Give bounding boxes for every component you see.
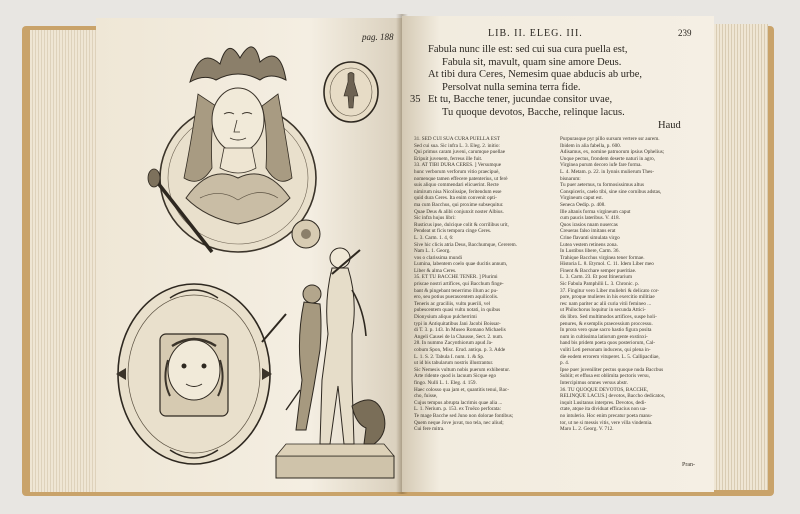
note-line: Quae Deus & alibi conjunxit noster Albius.	[414, 208, 504, 215]
note-line: Sic infra hujus libri:	[414, 215, 456, 222]
note-line: ero, seu potius puerascentem aquilicolis.	[414, 294, 499, 301]
note-line: In prora vero quae sacro hastio figura posita	[560, 327, 652, 334]
note-line: Virginea purum decoro iufe fare forma.	[560, 162, 642, 169]
commentary-column-left	[414, 136, 550, 433]
note-line: In Lustibus libere, Carm. 36.	[560, 248, 620, 255]
note-line: Creueras falso imitans erat	[560, 228, 616, 235]
note-line: die eodem errorem vituperet. L. 5. Callipacdiae,	[560, 353, 660, 360]
note-line: Dionysium aliquo pulcherrimi	[414, 314, 477, 321]
right-page-number: 239	[678, 28, 692, 38]
note-line: fingo. Nulli L. 1. Eleg. 4. 159.	[414, 379, 477, 386]
note-line: Lutea vestem retinens zona.	[560, 241, 618, 248]
note-line: Intercipimus omnes versus abstr.	[560, 379, 629, 386]
note-line: tor, ut ne si messis vitis, vere villa vindemia.	[560, 419, 653, 426]
verse-number: 35	[410, 94, 421, 105]
note-line: Purpurasque pyr pillo sursum vertere ssr aurem.	[560, 136, 660, 142]
verse-line: Fabula sit, mavult, quam sine amore Deus.	[442, 56, 622, 68]
note-line: 37. Fingitur vero Liber muliebri & delicato cor-	[560, 287, 660, 294]
note-line: Teneris ac graciliis, vultu puerili, vel	[414, 300, 491, 307]
note-line: Sive hic clicis atria Deus, Bacchumque, Cererem.	[414, 241, 517, 248]
note-line: suis aliquo commendari elicuerint. Recte	[414, 182, 499, 189]
note-line: hand bis pridem poeta quos posteriorum, Cal-	[560, 340, 655, 347]
note-line: inquit Lusitanus interpres. Devotos, dedi-	[560, 399, 647, 406]
left-page	[96, 18, 402, 492]
note-line: L. 3. Carm. 1. 4, 6:	[414, 234, 454, 241]
note-line: L. 4. Metam. p. 22. in Iynnis mulierum Thes-	[560, 168, 654, 175]
note-line: quid dura Ceres. Ita enim convenit opti-	[414, 195, 497, 202]
note-line: Qui primus caram juveni, carumque puellae	[414, 149, 506, 156]
note-line: no intulerio. Hoc enim precatur poeta manu-	[560, 412, 653, 419]
note-line: bant & pingebant tenerrimo illum ac pu-	[414, 287, 498, 294]
note-line: Haec colosso qua jam et, quantitis tenui, Bac-	[414, 386, 509, 393]
note-line: cobum Spon, Misc. Erud. antiqu. p. 3. Adde	[414, 347, 506, 353]
note-line: pore, proque mulieres in his exercitio militiae	[560, 294, 655, 301]
right-page	[402, 16, 714, 492]
note-line: Angeli Causei de la Chausse, Sect. 2. num.	[414, 333, 504, 340]
note-line: nomenque tamen effecere patenterius, ut ferè	[414, 175, 508, 182]
note-line: ut id bis tabularum nostris illustrantur.	[414, 360, 494, 367]
note-line: Adisamus, ex, nomine patruorum ipsius Ophelius;	[560, 149, 665, 156]
note-line: cho, fuisse,	[414, 393, 438, 400]
note-line: Unque pectus, frondem deserte naturi in agro,	[560, 155, 656, 162]
note-line: Sed cui sua. Sic infra L. 3. Eleg. 2. initio:	[414, 142, 500, 149]
note-line: Arte ridente quod is lacuum Sicque ego	[414, 373, 497, 380]
note-line: Sic Fabula Pamphilii L. 3. Chronic. p.	[560, 281, 639, 288]
note-line: vuliti Leti personam inducens, qui plena in-	[560, 347, 651, 353]
running-head: LIB. II. ELEG. III.	[488, 28, 583, 39]
note-line: Maro L. 2. Georg. V. 712.	[560, 426, 614, 433]
note-line: Rusticus ipse, dulcique colit & corrilibus urit,	[414, 221, 509, 228]
note-line: Sic Nemesis vultum nobis puerum exhibentur.	[414, 366, 510, 373]
catchword: Pran-	[682, 462, 695, 468]
note-line: Finent & Bacchare semper pueritiae.	[560, 267, 637, 274]
note-line: Trahique Bacchus virginea tener formae.	[560, 254, 645, 261]
note-line: ma cum Bacchus, qui proxime subsequitur.	[414, 201, 504, 208]
verse-line: Fabula nunc ille est: sed cui sua cura puella est,	[428, 44, 628, 55]
note-line: L. 1. Nerium. p. 153. ex Troëzo perforata:	[414, 406, 502, 413]
left-page-number: pag. 188	[362, 32, 394, 42]
note-line: 31. SED CUI SUA CURA PUELLA EST	[414, 136, 501, 142]
note-line: Crine flavanti simulata virgo	[560, 234, 620, 241]
bacchus-statue-group-engraving	[256, 230, 406, 492]
verse-line: Persolvat nulla semina terra fide.	[442, 81, 581, 93]
left-page-edges	[30, 30, 96, 492]
note-line: Ille altanis forma virgineum caput	[560, 208, 631, 215]
note-line: RELINQUE LACUS.] devotos, Baccho dedicatos,	[560, 393, 666, 400]
antique-coin-engraving	[320, 58, 382, 126]
note-line: Seneca Oedip. p. 408.	[560, 201, 606, 208]
note-line: pubescentem quasi vultu notati, in quibus	[414, 307, 501, 314]
right-page-edges	[714, 24, 768, 490]
note-line: Lumina, labentem coelo quae ducitis annum,	[414, 261, 508, 268]
note-line: ut Philochorus loquitur in secunda Attici-	[560, 307, 646, 314]
note-line: Eripuit juvenem, ferreus ille fuit.	[414, 155, 483, 162]
note-line: typi in Antiquitatibus Jani Jacobi Boissar-	[414, 320, 501, 327]
note-line: 33. AT TIBI DURA CERES. ] Versumque	[414, 162, 502, 169]
verse-line: Haud	[658, 119, 681, 131]
note-line: Quem neque Jove juvat, tuo tela, nec aliud;	[414, 419, 504, 426]
note-line: p. 4.	[560, 360, 570, 367]
note-line: hunc verborum verforum vitio praecipuè,	[414, 168, 500, 175]
note-line: num in cultissima latiorum gente exstinxi-	[560, 333, 648, 340]
note-line: Historia L. 8. Etymol. C. 11. Idem Liber meo	[560, 261, 654, 268]
note-line: Liber & alma Ceres.	[414, 267, 457, 274]
note-line: Cui fere mitra.	[414, 426, 445, 433]
note-line: nimirum nisa Nicolissipe, feritendum esse	[414, 188, 502, 195]
note-line: Nam L. 1. Georg.	[414, 248, 451, 255]
note-line: bisnarum:	[560, 175, 581, 182]
verse-line: Tu quoque devotos, Bacche, relinque lacus.	[442, 106, 625, 118]
verse-line: At tibi dura Ceres, Nemesim quae abducis ab urbe,	[428, 69, 643, 81]
note-line: Ibidem in alia fabella, p. 600.	[560, 142, 622, 149]
note-line: vos o clarissima mundi	[414, 254, 462, 261]
note-line: Quos irasios nnam nusercas	[560, 221, 618, 228]
note-line: 35. ET TU BACCHE TENER. ] Plurimi	[414, 274, 498, 281]
note-line: Pendeat ut ficis tempora cinge Ceres.	[414, 228, 492, 235]
note-line: Cujus tempus abrupta lacrimis quae alia ...	[414, 399, 503, 406]
note-line: Conspiceris, caelo tibi, sine sine cornibus adstas,	[560, 188, 662, 195]
note-line: priscae nostri artifices, qui Bacchum finge-	[414, 281, 504, 288]
verse-line: Et tu, Bacche tener, jucundae consitor uvae,	[428, 94, 613, 106]
bacchic-mask-medallion-engraving	[110, 274, 278, 474]
note-line: Ipse puer juveniliter pectus quoque nuda Baccbus	[560, 366, 664, 373]
note-line: Te mage Bacche sed Juno non dolorae fontibus;	[414, 412, 514, 419]
note-line: L. 1. S. 2. Tabula I. num. 1. & Sp.	[414, 353, 485, 360]
bacchus-bust-engraving	[120, 28, 340, 258]
note-line: L. 3. Carm. 23. Et post Itinerarium	[560, 274, 633, 281]
note-line: di T. 3. p. 143. In Museo Romano Michaelis	[414, 327, 506, 334]
note-line: Tu puer aeternus, tu formosissimus altus	[560, 182, 644, 189]
commentary-column-right	[560, 136, 700, 433]
note-line: 28. In nummo Zacynthiorum apud Ja-	[414, 340, 493, 347]
note-line: penures, & exemplis praecessium proccessu.	[560, 320, 653, 327]
note-line: 36. TU QUOQUE DEVOTOS, BACCHE,	[560, 386, 649, 393]
note-line: dis libro. Sed multimodos artifices, suspe holi-	[560, 314, 657, 321]
note-line: Virgineum caput est.	[560, 195, 603, 202]
note-line: res: nam pariter ac alii curia vitii femineo ...	[560, 300, 652, 307]
note-line: cum paucis lateribus. V. 418.	[560, 215, 620, 222]
note-line: Subiit; et effusa est oblimita pectoris versu,	[560, 373, 650, 380]
note-line: ctate, atque ita dividuat efficacius non ua-	[560, 406, 647, 413]
verse-block	[428, 44, 681, 132]
